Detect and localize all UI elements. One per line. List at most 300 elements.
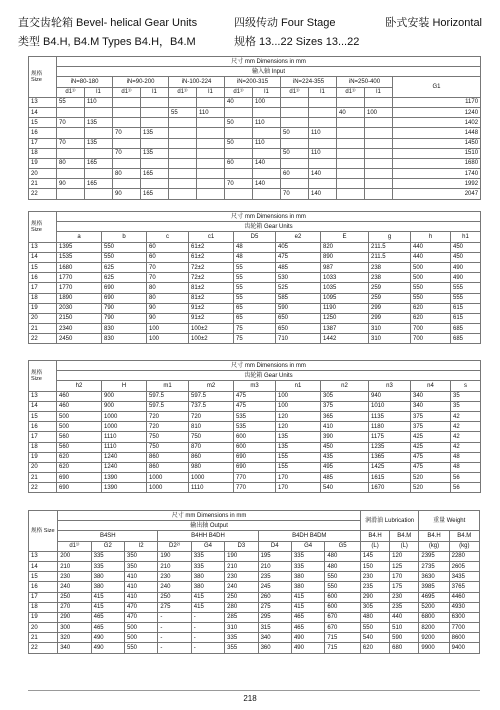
table-row [29, 432, 481, 442]
column-header: d1¹⁾ [281, 87, 309, 97]
table-cell: 475 [234, 401, 276, 411]
g1-header: G1 [393, 77, 481, 97]
table-cell: 2047 [393, 189, 481, 199]
table-cell: 860 [147, 452, 189, 462]
title-horizontal: 卧式安装 Horizontal [385, 17, 482, 29]
table-cell: 597.5 [189, 391, 234, 401]
table-cell: 475 [234, 391, 276, 401]
table-cell: 650 [276, 313, 321, 323]
table-row [29, 572, 480, 582]
table-cell: 340 [411, 401, 451, 411]
table-row [29, 179, 481, 189]
table-cell: 597.5 [147, 391, 189, 401]
table-cell: 3630 [419, 572, 449, 582]
table-cell [85, 169, 113, 179]
table-cell: 500 [57, 411, 102, 421]
header-line-2 [18, 33, 482, 47]
table-cell: 230 [225, 572, 258, 582]
title-sizes: 规格 13...22 Sizes 13...22 [234, 36, 360, 48]
size-cell: 20 [29, 462, 57, 472]
table-cell: 485 [276, 262, 321, 272]
table-cell: 987 [321, 262, 369, 272]
table-cell [309, 158, 337, 168]
b4sh-header: B4SH [58, 531, 158, 541]
size-cell: 16 [29, 422, 57, 432]
table-cell [169, 97, 197, 107]
column-header: l1 [253, 87, 281, 97]
table-cell: 235 [258, 572, 291, 582]
table-cell: 55 [57, 97, 85, 107]
table-cell: 1240 [102, 462, 147, 472]
table-cell [141, 118, 169, 128]
table-cell: 1190 [321, 303, 369, 313]
table-cell [197, 179, 225, 189]
table-cell: 300 [58, 623, 91, 633]
table-cell: 90 [147, 313, 189, 323]
weight-header: 重量 Weight [419, 511, 480, 531]
table-cell [197, 97, 225, 107]
table-cell: 170 [390, 572, 419, 582]
table-cell: 1170 [393, 97, 481, 107]
table-cell: 1000 [102, 422, 147, 432]
table-row [29, 422, 481, 432]
table-cell: 360 [258, 643, 291, 653]
column-header: m2 [189, 381, 234, 391]
table-cell: 61±2 [189, 252, 234, 262]
table-cell: 440 [411, 252, 451, 262]
column-header: l1 [309, 87, 337, 97]
table-cell: 280 [225, 602, 258, 612]
table-cell: 56 [451, 483, 481, 493]
size-cell: 16 [29, 273, 57, 283]
table-cell: 510 [390, 623, 419, 633]
size-cell: 19 [29, 612, 58, 622]
weight-b4m-header: B4.M [449, 531, 479, 541]
table-cell: 210 [58, 561, 91, 571]
table-cell: 90 [113, 189, 141, 199]
table-cell [337, 138, 365, 148]
table-cell: 620 [360, 643, 389, 653]
table-row [29, 643, 480, 653]
table-cell: 275 [158, 602, 191, 612]
table-row [29, 283, 481, 293]
column-header: D5 [234, 232, 276, 242]
table-cell: 295 [258, 612, 291, 622]
column-header: l1 [85, 87, 113, 97]
table-cell: 270 [58, 602, 91, 612]
table-cell: 2280 [449, 551, 479, 561]
ratio-group-header: iN=250-400 [337, 77, 393, 87]
table-cell: 70 [147, 262, 189, 272]
table-cell: 690 [102, 293, 147, 303]
table-cell: 415 [291, 592, 324, 602]
table-cell: 165 [141, 169, 169, 179]
table-row [29, 551, 480, 561]
output-shaft-header: 输出轴 Output [58, 521, 361, 531]
table-cell: 715 [325, 633, 361, 643]
table-cell: 110 [85, 97, 113, 107]
size-header: 规格 Size [29, 57, 57, 98]
title-four-stage: 四级传动 Four Stage [234, 17, 336, 29]
table-cell: 165 [85, 158, 113, 168]
lub-b4h-header: B4.H [360, 531, 389, 541]
table-cell [169, 179, 197, 189]
table-cell: 690 [234, 452, 276, 462]
table-cell: - [158, 633, 191, 643]
table-cell [57, 107, 85, 117]
table-cell: 1425 [369, 462, 411, 472]
table-cell: 415 [291, 602, 324, 612]
table-cell: 625 [102, 262, 147, 272]
size-cell: 19 [29, 452, 57, 462]
table-cell [309, 107, 337, 117]
table-cell [85, 148, 113, 158]
table-cell: 190 [158, 551, 191, 561]
table-cell: 48 [234, 252, 276, 262]
table-cell: 230 [390, 592, 419, 602]
lub-b4m-header: B4.M [390, 531, 419, 541]
table-cell: 490 [291, 633, 324, 643]
table-cell [197, 169, 225, 179]
table-cell: 335 [291, 561, 324, 571]
column-header: b [102, 232, 147, 242]
table-cell: 737.5 [189, 401, 234, 411]
table-cell [365, 128, 393, 138]
table-cell: 80 [57, 158, 85, 168]
table-cell: 940 [369, 391, 411, 401]
table-cell: - [158, 612, 191, 622]
table-cell: 450 [321, 442, 369, 452]
size-cell: 22 [29, 189, 57, 199]
table-cell: 70 [57, 138, 85, 148]
table-cell [57, 169, 85, 179]
table-cell: 2030 [57, 303, 102, 313]
table-cell: 550 [325, 572, 361, 582]
table-cell: 525 [276, 283, 321, 293]
table-cell: 540 [360, 633, 389, 643]
column-header: l1 [197, 87, 225, 97]
input-shaft-table [28, 56, 481, 200]
table-cell: 55 [234, 273, 276, 283]
table-cell: 275 [258, 602, 291, 612]
table-cell: 425 [411, 432, 451, 442]
table-cell [197, 128, 225, 138]
dimensions-header: 尺寸 mm Dimensions in mm [57, 57, 481, 67]
table-cell: 81±2 [189, 283, 234, 293]
table-cell: 140 [309, 169, 337, 179]
table-cell: 340 [58, 643, 91, 653]
column-header: d1¹⁾ [225, 87, 253, 97]
size-cell: 17 [29, 432, 57, 442]
table-cell: 260 [258, 592, 291, 602]
table-cell [197, 189, 225, 199]
table-cell: 100 [276, 401, 321, 411]
size-cell: 17 [29, 283, 57, 293]
size-cell: 15 [29, 262, 57, 272]
table-cell: 48 [451, 452, 481, 462]
table-cell: 410 [125, 582, 158, 592]
table-cell: 480 [325, 561, 361, 571]
table-row [29, 303, 481, 313]
column-header: n3 [369, 381, 411, 391]
table-cell: 1135 [369, 411, 411, 421]
table-cell: 820 [321, 242, 369, 252]
size-cell: 18 [29, 293, 57, 303]
table-cell: 380 [191, 582, 224, 592]
table-cell: 620 [57, 462, 102, 472]
table-cell: 72±2 [189, 273, 234, 283]
table-cell: 50 [281, 148, 309, 158]
table-cell: 1235 [369, 442, 411, 452]
table-cell: 230 [360, 572, 389, 582]
table-cell: 1680 [393, 158, 481, 168]
table-cell: 210 [258, 561, 291, 571]
table-cell [169, 189, 197, 199]
table-row [29, 334, 481, 344]
table-cell [85, 128, 113, 138]
b4hh-header: B4HH B4DH [158, 531, 258, 541]
table-cell: 305 [321, 391, 369, 401]
ratio-group-header: iN=90-200 [113, 77, 169, 87]
table-cell: 405 [276, 242, 321, 252]
table-cell: 690 [102, 283, 147, 293]
output-shaft-table [28, 510, 480, 654]
table-cell: 450 [451, 242, 481, 252]
table-cell [337, 158, 365, 168]
table-cell: 1240 [393, 107, 481, 117]
table-cell: 375 [321, 401, 369, 411]
table-cell: 900 [102, 401, 147, 411]
table-cell [113, 107, 141, 117]
table-cell: 1000 [147, 473, 189, 483]
column-header: l1 [365, 87, 393, 97]
table-cell: 290 [360, 592, 389, 602]
table-cell: 2395 [419, 551, 449, 561]
ratio-group-header: iN-100-224 [169, 77, 225, 87]
table-row [29, 273, 481, 283]
table-cell: 500 [411, 262, 451, 272]
table-cell: 1992 [393, 179, 481, 189]
table-cell: 860 [189, 452, 234, 462]
size-cell: 20 [29, 623, 58, 633]
table-cell [253, 107, 281, 117]
table-cell: 4695 [419, 592, 449, 602]
table-cell [197, 158, 225, 168]
table-cell: 555 [451, 293, 481, 303]
table-cell: 135 [141, 148, 169, 158]
table-cell: 100±2 [189, 324, 234, 334]
table-row [29, 242, 481, 252]
table-cell: 490 [91, 633, 124, 643]
size-header: 规格 Size [29, 212, 57, 243]
table-cell: 597.5 [147, 401, 189, 411]
table-cell: 55 [234, 262, 276, 272]
table-cell: 495 [321, 462, 369, 472]
table-cell: 165 [141, 189, 169, 199]
table-cell: 165 [85, 179, 113, 189]
table-row [29, 138, 481, 148]
header-line-1 [18, 14, 482, 28]
table-row [29, 148, 481, 158]
size-cell: 22 [29, 334, 57, 344]
table-cell: 80 [113, 169, 141, 179]
table-cell: 48 [451, 462, 481, 472]
table-cell: 535 [234, 422, 276, 432]
table-cell: 590 [276, 303, 321, 313]
table-cell: 1450 [393, 138, 481, 148]
column-header: n2 [321, 381, 369, 391]
table-cell: 170 [276, 483, 321, 493]
table-cell: 350 [125, 551, 158, 561]
table-cell: 830 [102, 324, 147, 334]
table-row [29, 324, 481, 334]
table-cell: 585 [276, 293, 321, 303]
table-cell: 1740 [393, 169, 481, 179]
table-cell: 135 [276, 442, 321, 452]
size-header: 规格 Size [29, 511, 58, 552]
table-row [29, 582, 480, 592]
table-cell [365, 189, 393, 199]
table-row [29, 107, 481, 117]
table-row [29, 118, 481, 128]
table-cell: 75 [234, 324, 276, 334]
table-cell: 65 [234, 313, 276, 323]
table-cell: 230 [158, 572, 191, 582]
table-cell: 410 [125, 572, 158, 582]
column-header: D4 [258, 541, 291, 551]
size-cell: 14 [29, 252, 57, 262]
size-cell: 19 [29, 158, 57, 168]
column-header: s [451, 381, 481, 391]
column-header: n4 [411, 381, 451, 391]
table-cell: 315 [258, 623, 291, 633]
size-cell: 15 [29, 118, 57, 128]
table-cell: 625 [102, 273, 147, 283]
table-cell: 110 [197, 107, 225, 117]
table-cell: 100 [276, 391, 321, 401]
table-cell: 175 [390, 582, 419, 592]
table-cell [337, 118, 365, 128]
table-cell: 410 [321, 422, 369, 432]
size-cell: 15 [29, 411, 57, 421]
table-cell: 355 [225, 643, 258, 653]
column-header: G5 [325, 541, 361, 551]
table-cell: 100 [147, 324, 189, 334]
table-cell: 110 [309, 128, 337, 138]
table-cell: 1180 [369, 422, 411, 432]
ratio-group-header: iN=224-355 [281, 77, 337, 87]
table-cell [169, 138, 197, 148]
size-cell: 21 [29, 179, 57, 189]
table-cell [225, 189, 253, 199]
table-cell: 3435 [449, 572, 479, 582]
table-cell: 240 [225, 582, 258, 592]
input-shaft-header: 输入轴 Input [57, 67, 481, 77]
table-cell: 380 [191, 572, 224, 582]
table-cell: 55 [234, 283, 276, 293]
table-cell: 195 [258, 551, 291, 561]
column-header: (kg) [419, 541, 449, 551]
table-cell: 350 [125, 561, 158, 571]
table-cell: 470 [125, 602, 158, 612]
table-cell: 810 [189, 422, 234, 432]
table-cell: 259 [369, 283, 411, 293]
table-cell: 200 [58, 551, 91, 561]
table-cell [337, 169, 365, 179]
table-cell: 860 [147, 462, 189, 472]
table-cell [309, 138, 337, 148]
table-cell [225, 148, 253, 158]
table-cell: 1035 [321, 283, 369, 293]
table-cell: 310 [369, 324, 411, 334]
table-cell: 1240 [102, 452, 147, 462]
table-cell [309, 118, 337, 128]
lubrication-header: 润滑油 Lubrication [360, 511, 418, 531]
table-cell: 700 [411, 334, 451, 344]
dimensions-header: 尺寸 mm Dimensions in mm [57, 212, 481, 222]
table-cell: 680 [390, 643, 419, 653]
table-cell: 1770 [57, 283, 102, 293]
table-cell: - [158, 643, 191, 653]
table-cell: 1510 [393, 148, 481, 158]
table-cell: 320 [58, 633, 91, 643]
table-cell: 155 [276, 452, 321, 462]
page-number: 218 [243, 694, 257, 703]
table-cell: 1615 [369, 473, 411, 483]
table-cell: 375 [411, 411, 451, 421]
table-cell: 1390 [102, 483, 147, 493]
table-cell: 120 [390, 551, 419, 561]
table-cell: 1387 [321, 324, 369, 334]
weight-b4h-header: B4.H [419, 531, 449, 541]
table-cell: 710 [276, 334, 321, 344]
table-cell: 235 [360, 582, 389, 592]
size-cell: 21 [29, 633, 58, 643]
column-header: G4 [191, 541, 224, 551]
table-row [29, 561, 480, 571]
table-cell [281, 118, 309, 128]
table-cell: 299 [369, 303, 411, 313]
size-cell: 13 [29, 97, 57, 107]
table-cell: 770 [234, 483, 276, 493]
table-cell: 490 [451, 262, 481, 272]
table-cell [281, 107, 309, 117]
table-cell [281, 97, 309, 107]
table-cell: 81±2 [189, 293, 234, 303]
table-cell [85, 189, 113, 199]
column-header: d1¹⁾ [337, 87, 365, 97]
table-row [29, 623, 480, 633]
table-cell: 125 [390, 561, 419, 571]
size-cell: 14 [29, 401, 57, 411]
table-cell: 42 [451, 432, 481, 442]
table-cell [337, 148, 365, 158]
table-cell: 135 [85, 118, 113, 128]
table-cell: 475 [276, 252, 321, 262]
table-cell: 245 [258, 582, 291, 592]
table-cell: 500 [57, 422, 102, 432]
table-cell: 440 [411, 242, 451, 252]
table-cell [337, 189, 365, 199]
table-cell [113, 158, 141, 168]
table-cell: 750 [147, 442, 189, 452]
table-cell: 80 [147, 283, 189, 293]
table-cell: 9400 [449, 643, 479, 653]
table-cell [365, 138, 393, 148]
table-cell: 6800 [419, 612, 449, 622]
column-header: H [102, 381, 147, 391]
size-cell: 14 [29, 107, 57, 117]
